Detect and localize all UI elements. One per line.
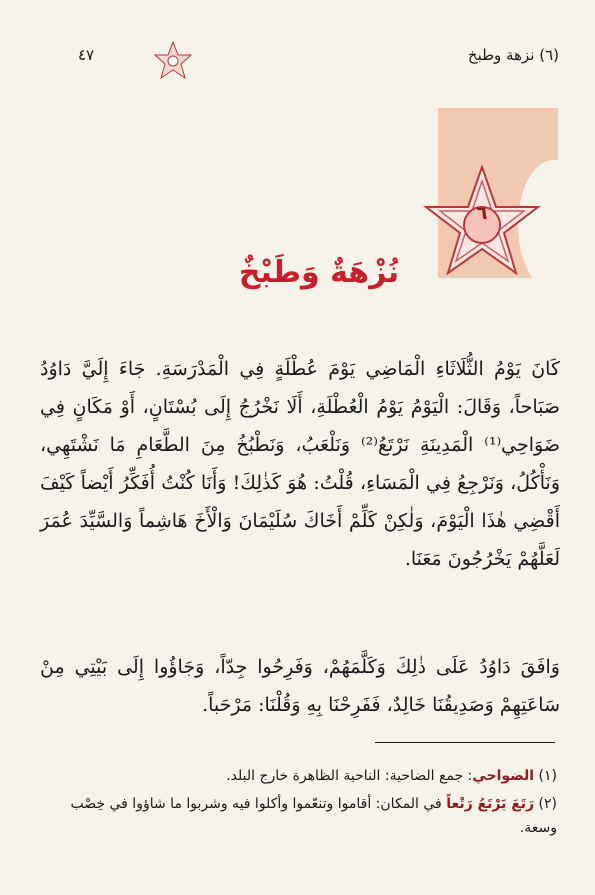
chapter-number: ٦ [476, 203, 488, 224]
page-number: ٤٧ [78, 46, 95, 64]
footnote-2 [37, 792, 557, 840]
flower-ornament-icon [152, 40, 194, 82]
footnote-1 [37, 764, 557, 788]
footnote-term: الضواحي [472, 768, 535, 784]
footnote-text: في المكان: أقاموا وتنعّموا وأكلوا فيه وشربوا ما شاؤوا في خِصْب وسعة. [70, 796, 557, 836]
chapter-title: نُزْهَةٌ وَطَبْخٌ [238, 255, 399, 290]
footnote-marker: (١) [538, 768, 557, 784]
paragraph-2: وَافَقَ دَاوُدُ عَلَى ذٰلِكَ وَكَلَّمَهُمْ، وَفَرِحُوا جِدّاً، وَجَاؤُوا إِلَى بَيْتِي مِنْ سَاعَتِهِمْ وَصَدِيقُنَا خَالِدٌ، فَفَرِحْنَا بِهِ وَقُلْنَا: مَرْحَباً. [40, 656, 560, 716]
running-header-title: (٦) نزهة وطبخ [467, 46, 559, 64]
footnote-term: رَتَعَ يَرْتَعُ رَتْعاً [446, 796, 535, 812]
paragraph-1: كَانَ يَوْمُ الثُّلَاثَاءِ الْمَاضِي يَوْمَ عُطْلَةٍ فِي الْمَدْرَسَةِ. جَاءَ إِلَيَّ دَاوُدُ صَبَاحاً، وَقَالَ: الْيَوْمُ يَوْمُ الْعُطْلَةِ، أَلَا نَخْرُجُ إِلَى بُسْتَانٍ، أَوْ مَكَانٍ فِي ضَوَاحِي⁽¹⁾ الْمَدِينَةِ نَرْتَعُ⁽²⁾ وَنَلْعَبُ، وَنَطْبُخُ مِنَ الطَّعَامِ مَا نَشْتَهِي، وَنَأْكُلُ، وَنَرْجِعُ فِي الْمَسَاءِ، قُلْتُ: هُوَ كَذٰلِكَ! وَأَنَا كُنْتُ أُفَكِّرُ أَيْضاً كَيْفَ أَقْضِي هٰذَا الْيَوْمَ، وَلٰكِنْ كَلِّمْ أَخَاكَ سُلَيْمَانَ وَالْأَخَ هَاشِماً وَالسَّيِّدَ عُمَرَ لَعَلَّهُمْ يَخْرُجُونَ مَعَنَا. [40, 358, 560, 570]
footnote-text: : جمع الضاحية: الناحية الظاهرة خارج البلد. [226, 768, 473, 784]
footnote-divider [375, 742, 555, 743]
star-ornament-icon [422, 165, 542, 285]
footnote-marker: (٢) [538, 796, 557, 812]
